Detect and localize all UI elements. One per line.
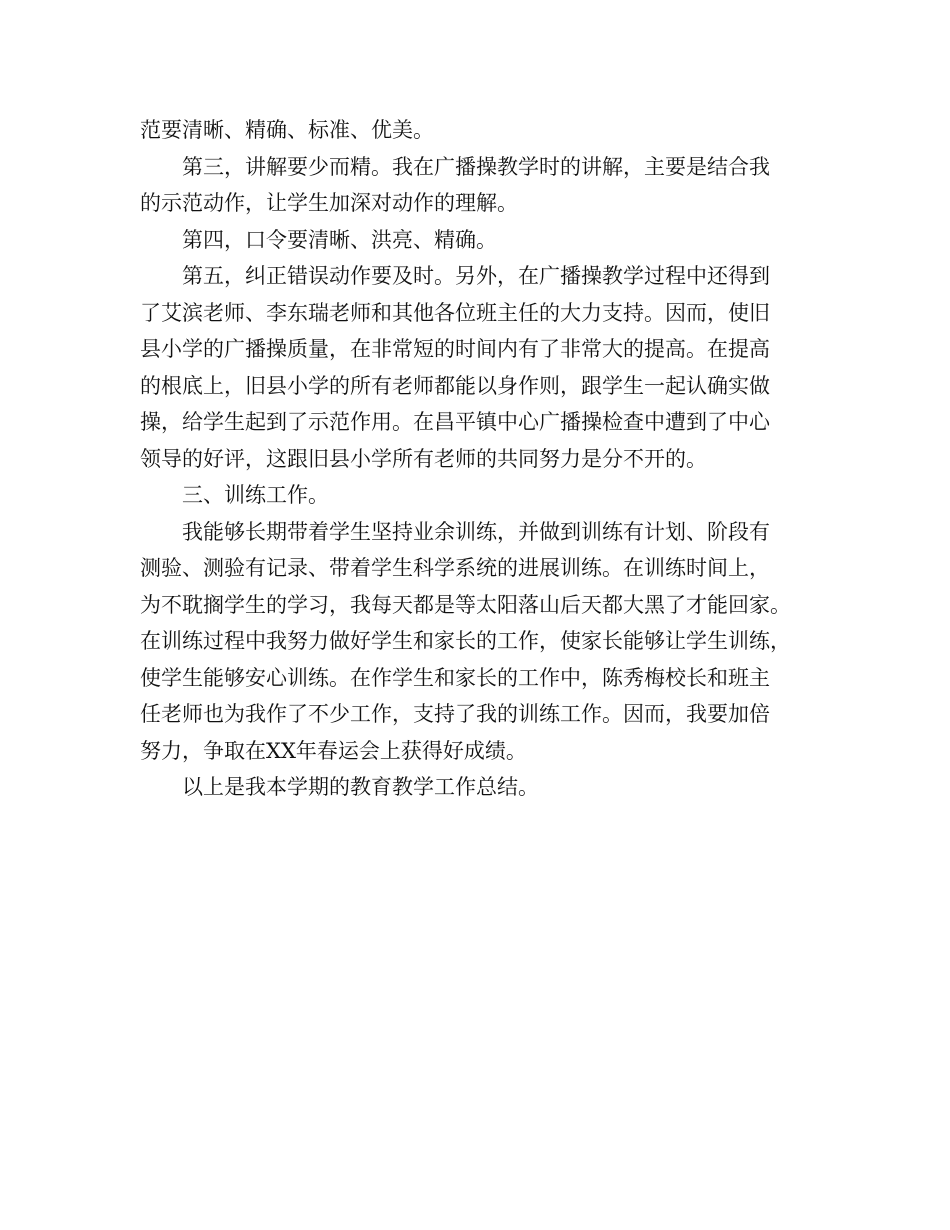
text-line: 领导的好评，这跟旧县小学所有老师的共同努力是分不开的。 <box>140 446 707 471</box>
text-line: 任老师也为我作了不少工作，支持了我的训练工作。因而，我要加倍 <box>140 702 770 726</box>
text-line: 范要清晰、精确、标准、优美。 <box>140 118 434 142</box>
text-line: 操，给学生起到了示范作用。在昌平镇中心广播操检查中遭到了中心 <box>140 410 770 434</box>
text-line: 的根底上，旧县小学的所有老师都能以身作则，跟学生一起认确实做 <box>140 373 770 398</box>
text-line: 第三，讲解要少而精。我在广播操教学时的讲解，主要是结合我 <box>182 154 770 179</box>
text-line: 在训练过程中我努力做好学生和家长的工作，使家长能够让学生训练， <box>140 629 791 653</box>
text-line: 了艾滨老师、李东瑞老师和其他各位班主任的大力支持。因而，使旧 <box>140 300 770 325</box>
text-line: 我能够长期带着学生坚持业余训练，并做到训练有计划、阶段有 <box>182 519 770 544</box>
text-line: 第四，口令要清晰、洪亮、精确。 <box>182 227 497 252</box>
text-line: 测验、测验有记录、带着学生科学系统的进展训练。在训练时间上， <box>140 556 770 580</box>
document-body <box>140 112 820 806</box>
section-heading: 三、训练工作。 <box>182 483 329 507</box>
text-line: 以上是我本学期的教育教学工作总结。 <box>182 775 539 799</box>
text-line: 努力，争取在XX年春运会上获得好成绩。 <box>140 738 527 763</box>
text-line: 为不耽搁学生的学习，我每天都是等太阳落山后天都大黑了才能回家。 <box>140 592 791 617</box>
text-line: 县小学的广播操质量，在非常短的时间内有了非常大的提高。在提高 <box>140 337 770 361</box>
text-line: 使学生能够安心训练。在作学生和家长的工作中，陈秀梅校长和班主 <box>140 665 770 690</box>
text-line: 的示范动作，让学生加深对动作的理解。 <box>140 191 518 215</box>
text-line: 第五，纠正错误动作要及时。另外，在广播操教学过程中还得到 <box>182 264 770 288</box>
